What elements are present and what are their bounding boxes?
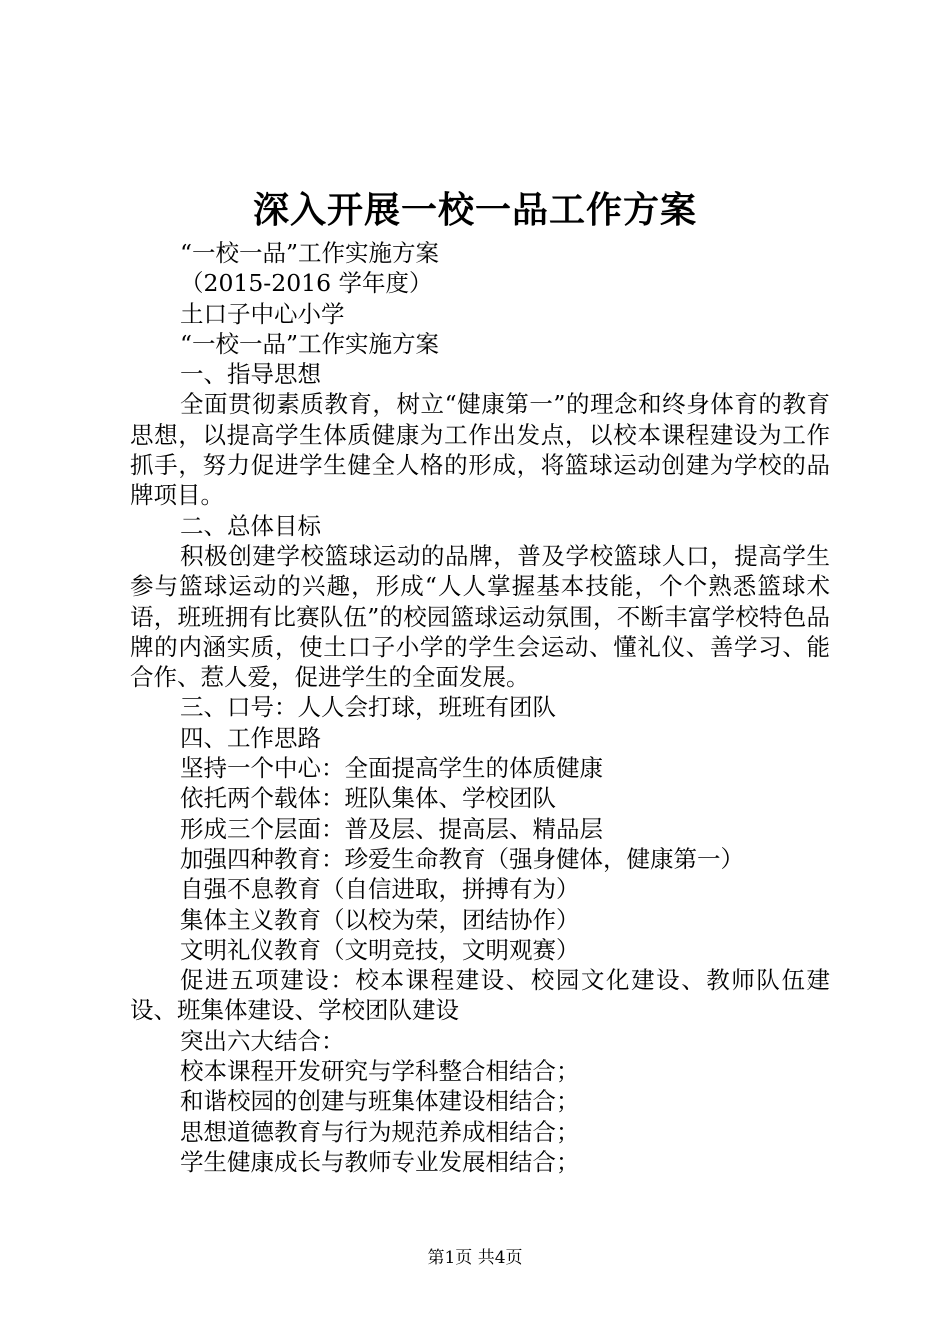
body-line: 校本课程开发研究与学科整合相结合；	[180, 1057, 580, 1086]
body-paragraph: 全面贯彻素质教育，树立“健康第一”的理念和终身体育的教育思想，以提高学生体质健康为工作出发点，以校本课程建设为工作抓手，努力促进学生健全人格的形成，将篮球运动创建为学校的品牌项目。	[130, 390, 830, 510]
body-line: 突出六大结合：	[180, 1026, 345, 1055]
page-footer: 第1页 共4页	[427, 1248, 523, 1268]
section-heading: 二、总体目标	[180, 511, 321, 540]
body-line: “一校一品”工作实施方案	[180, 239, 440, 267]
body-line: 思想道德教育与行为规范养成相结合；	[180, 1117, 580, 1146]
body-line: 加强四种教育：珍爱生命教育（强身健体，健康第一）	[180, 844, 744, 873]
body-paragraph: 促进五项建设：校本课程建设、校园文化建设、教师队伍建设、班集体建设、学校团队建设	[130, 966, 830, 1025]
body-line: 文明礼仪教育（文明竞技，文明观赛）	[180, 935, 580, 964]
body-line: 土口子中心小学	[180, 299, 345, 328]
document-body	[130, 238, 830, 1177]
body-line: 和谐校园的创建与班集体建设相结合；	[180, 1087, 580, 1116]
body-line: 依托两个载体：班队集体、学校团队	[180, 784, 556, 813]
section-heading: 三、口号：人人会打球，班班有团队	[180, 693, 556, 722]
section-heading: 一、指导思想	[180, 360, 321, 389]
body-line: （2015-2016 学年度）	[180, 269, 433, 298]
body-paragraph: 积极创建学校篮球运动的品牌，普及学校篮球人口，提高学生参与篮球运动的兴趣，形成“人人掌握基本技能，个个熟悉篮球术语，班班拥有比赛队伍”的校园篮球运动氛围，不断丰富学校特色品牌的内涵实质，使土口子小学的学生会运动、懂礼仪、善学习、能合作、惹人爱，促进学生的全面发展。	[130, 541, 830, 692]
body-line: 集体主义教育（以校为荣，团结协作）	[180, 905, 580, 934]
document-title: 深入开展一校一品工作方案	[252, 189, 697, 231]
body-line: 形成三个层面：普及层、提高层、精品层	[180, 814, 603, 843]
section-heading: 四、工作思路	[180, 723, 321, 752]
body-line: 自强不息教育（自信进取，拼搏有为）	[180, 875, 580, 904]
body-line: “一校一品”工作实施方案	[180, 329, 440, 358]
body-line: 坚持一个中心：全面提高学生的体质健康	[180, 754, 603, 783]
body-line: 学生健康成长与教师专业发展相结合；	[180, 1147, 580, 1176]
